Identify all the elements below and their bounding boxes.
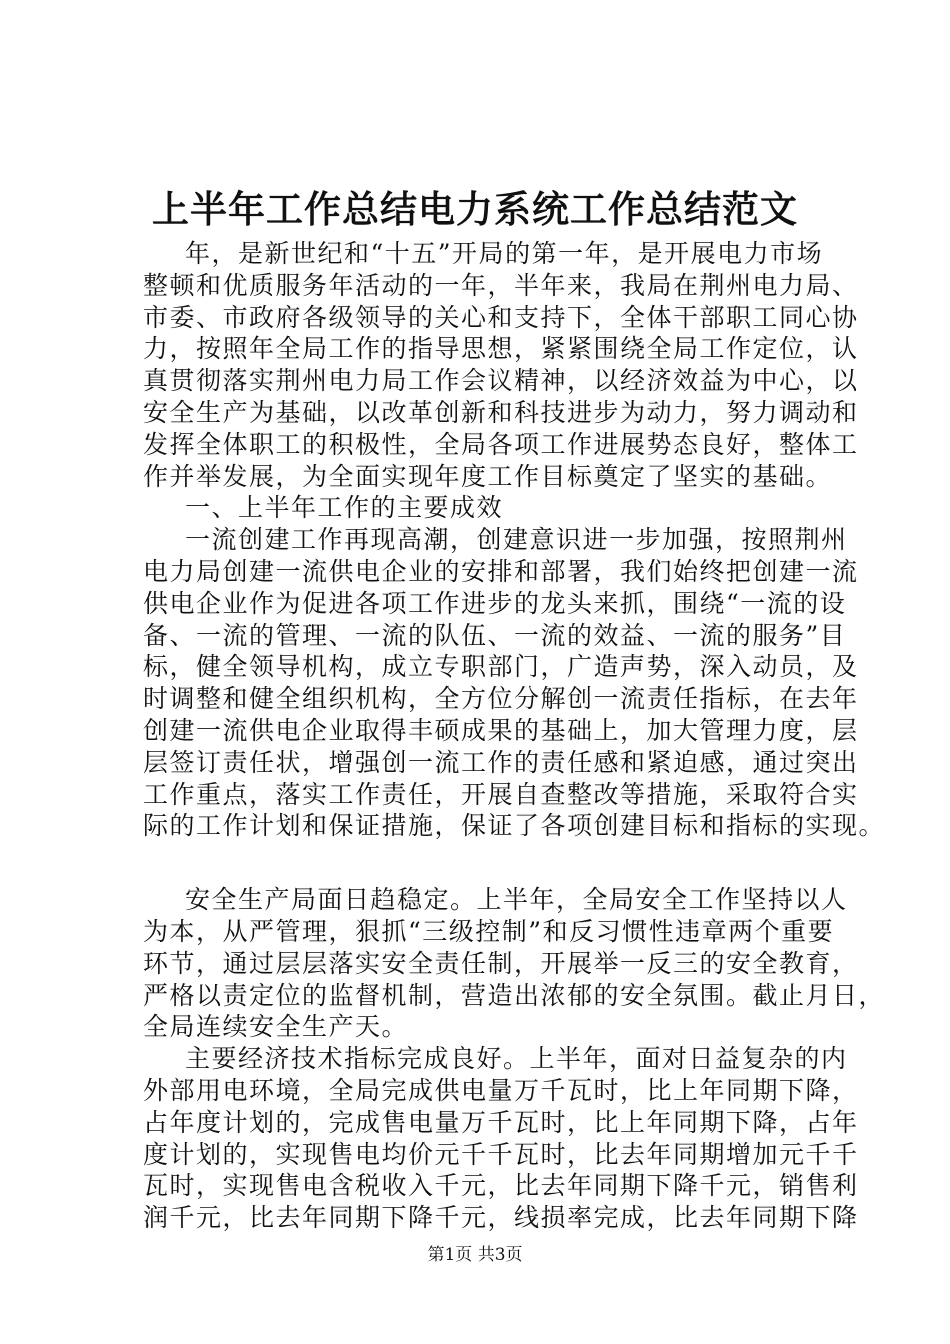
paragraph-line: 力，按照年全局工作的指导思想，紧紧围绕全局工作定位，认: [143, 334, 859, 364]
paragraph-line: 市委、市政府各级领导的关心和支持下，全体干部职工同心协: [143, 302, 859, 332]
paragraph-line: 环节，通过层层落实安全责任制，开展举一反三的安全教育，: [143, 948, 859, 978]
paragraph-line: 供电企业作为促进各项工作进步的龙头来抓，围绕“一流的设: [143, 588, 847, 618]
document-body: [143, 238, 886, 1234]
paragraph-line: 时调整和健全组织机构，全方位分解创一流责任指标，在去年: [143, 684, 859, 714]
paragraph-line: 为本，从严管理，狠抓“三级控制”和反习惯性违章两个重要: [143, 916, 835, 946]
paragraph-line: 主要经济技术指标完成良好。上半年，面对日益复杂的内: [185, 1044, 848, 1074]
paragraph-line: 工作重点，落实工作责任，开展自查整改等措施，采取符合实: [143, 779, 859, 809]
paragraph-line: 电力局创建一流供电企业的安排和部署，我们始终把创建一流: [143, 556, 859, 586]
paragraph-line: 占年度计划的，完成售电量万千瓦时，比上年同期下降，占年: [143, 1107, 859, 1137]
paragraph-line: 瓦时，实现售电含税收入千元，比去年同期下降千元，销售利: [143, 1171, 859, 1201]
paragraph-line: 整顿和优质服务年活动的一年，半年来，我局在荆州电力局、: [143, 270, 859, 300]
paragraph-line: 层签订责任状，增强创一流工作的责任感和紧迫感，通过突出: [143, 747, 859, 777]
paragraph-line: 际的工作计划和保证措施，保证了各项创建目标和指标的实现。: [143, 811, 886, 841]
paragraph-line: 全局连续安全生产天。: [143, 1012, 409, 1042]
paragraph-line: 一流创建工作再现高潮，创建意识进一步加强，按照荆州: [185, 525, 848, 555]
paragraph-line: 安全生产为基础，以改革创新和科技进步为动力，努力调动和: [143, 397, 859, 427]
paragraph-line: 标，健全领导机构，成立专职部门，广造声势，深入动员，及: [143, 652, 859, 682]
paragraph-line: 严格以责定位的监督机制，营造出浓郁的安全氛围。截止月日，: [143, 980, 886, 1010]
paragraph-line: 真贯彻落实荆州电力局工作会议精神，以经济效益为中心，以: [143, 366, 859, 396]
paragraph-line: 度计划的，实现售电均价元千千瓦时，比去年同期增加元千千: [143, 1139, 859, 1169]
paragraph-line: 外部用电环境，全局完成供电量万千瓦时，比上年同期下降，: [143, 1075, 859, 1105]
paragraph-line: 安全生产局面日趋稳定。上半年，全局安全工作坚持以人: [185, 885, 848, 915]
paragraph-line: 创建一流供电企业取得丰硕成果的基础上，加大管理力度，层: [143, 715, 859, 745]
paragraph-line: 作并举发展，为全面实现年度工作目标奠定了坚实的基础。: [143, 461, 833, 491]
paragraph-line: 备、一流的管理、一流的队伍、一流的效益、一流的服务”目: [143, 620, 847, 650]
paragraph-line: 年，是新世纪和“十五”开局的第一年，是开展电力市场: [185, 239, 824, 268]
page-footer: 第1页 共3页: [427, 1245, 523, 1265]
paragraph-line: 润千元，比去年同期下降千元，线损率完成，比去年同期下降: [143, 1203, 859, 1233]
section-heading: 一、上半年工作的主要成效: [185, 493, 504, 523]
document-title: 上半年工作总结电力系统工作总结范文: [152, 187, 798, 231]
paragraph-line: 发挥全体职工的积极性，全局各项工作进展势态良好，整体工: [143, 429, 859, 459]
paragraph-spacer: [143, 842, 843, 884]
